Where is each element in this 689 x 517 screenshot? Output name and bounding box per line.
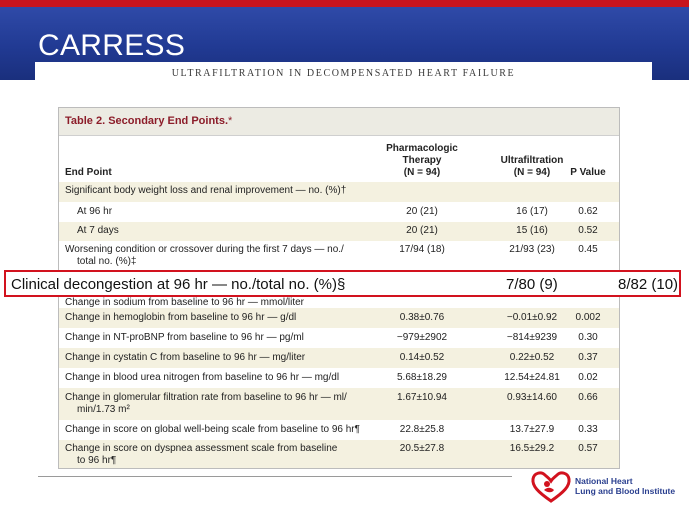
row-p-value: 0.66	[578, 392, 598, 403]
row-p-value: 0.52	[578, 225, 598, 236]
highlight-ultra-value: 8/82 (10)	[618, 276, 679, 293]
row-ultra-value: −814±9239	[506, 332, 558, 343]
col-head-ultra-line2: (N = 94)	[513, 167, 551, 178]
row-pharm-value: 17/94 (18)	[399, 244, 445, 255]
row-p-value: 0.002	[575, 312, 601, 323]
table-row	[59, 308, 619, 328]
row-p-value: 0.37	[578, 352, 598, 363]
table-row-obscured	[59, 296, 619, 308]
row-label: Worsening condition or crossover during the first 7 days — no./	[65, 244, 344, 255]
row-label: Change in blood urea nitrogen from baseline to 96 hr — mg/dl	[65, 372, 340, 383]
nhlbi-line2: Lung and Blood Institute	[575, 486, 676, 496]
row-label-continued: min/1.73 m²	[77, 404, 130, 415]
highlight-pharm-value: 7/80 (9)	[506, 276, 558, 293]
row-label: Change in hemoglobin from baseline to 96 hr — g/dl	[65, 312, 297, 323]
table-title-bar	[59, 108, 619, 136]
row-label-continued: to 96 hr¶	[77, 455, 117, 466]
table-row	[59, 368, 619, 388]
row-ultra-value: 16 (17)	[516, 206, 548, 217]
row-ultra-value: 0.22±0.52	[509, 352, 555, 363]
nhlbi-wordmark	[575, 476, 675, 496]
nhlbi-heart-logo-icon	[530, 470, 572, 504]
table-row	[59, 420, 619, 440]
row-pharm-value: −979±2902	[396, 332, 448, 343]
table-row	[59, 182, 619, 202]
footer-rule	[38, 476, 512, 477]
row-label-continued: total no. (%)‡	[77, 256, 137, 267]
table-title	[65, 115, 232, 127]
col-head-end-point: End Point	[65, 167, 112, 178]
table-title-note: *	[228, 115, 233, 127]
table-row	[59, 242, 619, 270]
row-ultra-value: 13.7±27.9	[509, 424, 555, 435]
row-p-value: 0.30	[578, 332, 598, 343]
col-head-p-value: P Value	[570, 167, 606, 178]
row-p-value: 0.45	[578, 244, 598, 255]
col-head-ultra-line1: Ultrafiltration	[500, 155, 564, 166]
row-pharm-value: 20.5±27.8	[399, 443, 445, 454]
nhlbi-line1: National Heart	[575, 476, 633, 486]
top-accent-bar	[0, 0, 689, 7]
row-label: Change in cystatin C from baseline to 96 hr — mg/liter	[65, 352, 306, 363]
row-ultra-value: 21/93 (23)	[509, 244, 555, 255]
table-row	[59, 222, 619, 241]
row-pharm-value: 22.8±25.8	[399, 424, 445, 435]
highlight-label: Clinical decongestion at 96 hr — no./total no. (%)§	[11, 276, 346, 293]
highlighted-row-callout	[4, 270, 681, 297]
row-pharm-value: 0.14±0.52	[399, 352, 445, 363]
row-label: Significant body weight loss and renal improvement — no. (%)†	[65, 185, 347, 196]
row-ultra-value: −0.01±0.92	[506, 312, 558, 323]
row-pharm-value: 5.68±18.29	[397, 372, 447, 383]
row-p-value: 0.33	[578, 424, 598, 435]
row-ultra-value: 12.54±24.81	[504, 372, 560, 383]
col-head-pharm-line3: (N = 94)	[403, 167, 441, 178]
row-label: Change in score on global well-being scale from baseline to 96 hr¶	[65, 424, 360, 435]
row-label: Change in NT-proBNP from baseline to 96 hr — pg/ml	[65, 332, 304, 343]
table-row	[59, 440, 619, 468]
table-row	[59, 348, 619, 368]
row-label: Change in sodium from baseline to 96 hr — mmol/liter	[65, 297, 304, 308]
row-pharm-value: 20 (21)	[406, 206, 438, 217]
journal-strip	[35, 62, 652, 84]
table-row	[59, 203, 619, 222]
row-p-value: 0.57	[578, 443, 598, 454]
table-row	[59, 388, 619, 420]
table-row	[59, 328, 619, 348]
row-ultra-value: 15 (16)	[516, 225, 548, 236]
row-label: At 7 days	[77, 225, 119, 236]
row-label: Change in score on dyspnea assessment scale from baseline	[65, 443, 338, 454]
row-ultra-value: 16.5±29.2	[509, 443, 555, 454]
col-head-pharm-line2: Therapy	[402, 155, 442, 166]
slide-title: CARRESS	[38, 29, 186, 62]
col-head-pharm-line1: Pharmacologic	[386, 143, 458, 154]
table-title-text: Table 2. Secondary End Points.	[65, 115, 229, 127]
row-label: At 96 hr	[77, 206, 113, 217]
row-label: Change in glomerular filtration rate from baseline to 96 hr — ml/	[65, 392, 347, 403]
row-pharm-value: 20 (21)	[406, 225, 438, 236]
row-p-value: 0.62	[578, 206, 598, 217]
row-pharm-value: 1.67±10.94	[397, 392, 447, 403]
row-p-value: 0.02	[578, 372, 598, 383]
col-head-pharmacologic	[382, 143, 462, 179]
journal-running-head: ULTRAFILTRATION IN DECOMPENSATED HEART FAILURE	[171, 67, 516, 79]
row-ultra-value: 0.93±14.60	[507, 392, 557, 403]
row-pharm-value: 0.38±0.76	[399, 312, 445, 323]
